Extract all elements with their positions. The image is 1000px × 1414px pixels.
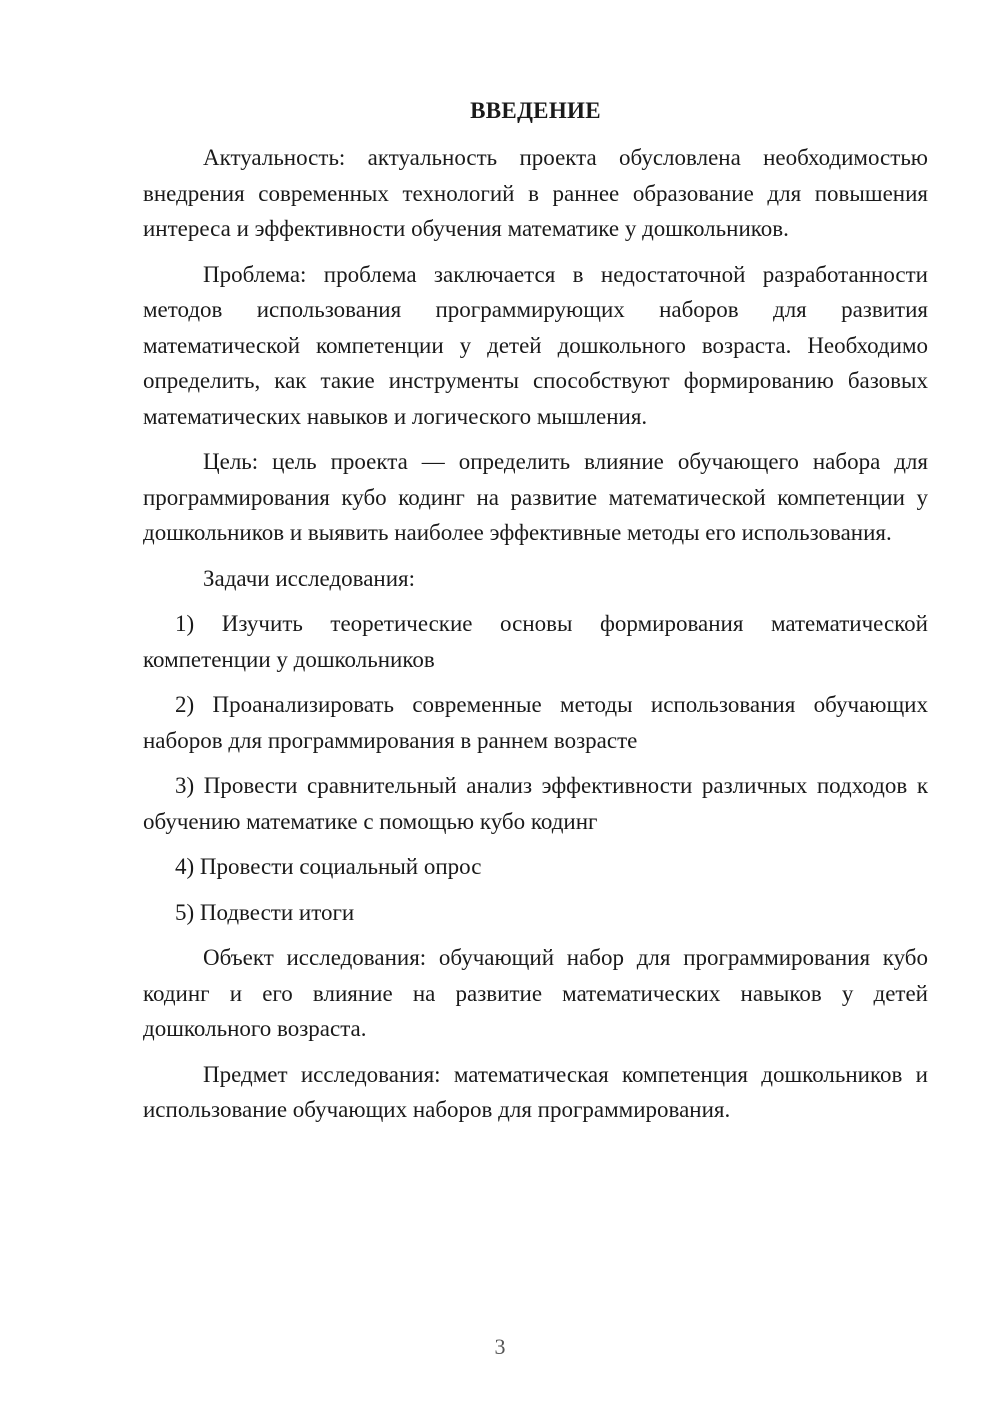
task-item-1: 1) Изучить теоретические основы формирования математической компетенции у дошкольников <box>143 611 928 672</box>
paragraph-problem: Проблема: проблема заключается в недостаточной разработанности методов использования программирующих наборов для развития математической компетенции у детей дошкольного возраста. Необходимо определить, как такие инструменты способствуют формированию базовых математических навыков и логического мышления. <box>143 261 928 429</box>
task-item-5: 5) Подвести итоги <box>175 899 355 925</box>
tasks-heading: Задачи исследования: <box>203 565 416 591</box>
task-item-4: 4) Провести социальный опрос <box>175 854 482 879</box>
document-page <box>143 96 928 1138</box>
task-item-3: 3) Провести сравнительный анализ эффективности различных подходов к обучению математике с помощью кубо кодинг <box>143 773 928 834</box>
paragraph-object: Объект исследования: обучающий набор для программирования кубо кодинг и его влияние на развитие математических навыков у детей дошкольного возраста. <box>143 945 928 1041</box>
paragraph-relevance: Актуальность: актуальность проекта обусловлена необходимостью внедрения современных технологий в раннее образование для повышения интереса и эффективности обучения математике у дошкольников. <box>143 145 928 241</box>
page-title: ВВЕДЕНИЕ <box>470 98 601 123</box>
page-number: 3 <box>494 1334 506 1359</box>
paragraph-subject: Предмет исследования: математическая компетенция дошкольников и использование обучающих наборов для программирования. <box>143 1061 928 1122</box>
task-item-2: 2) Проанализировать современные методы использования обучающих наборов для программирования в раннем возрасте <box>143 692 928 753</box>
paragraph-goal: Цель: цель проекта — определить влияние обучающего набора для программирования кубо кодинг на развитие математической компетенции у дошкольников и выявить наиболее эффективные методы его использования. <box>143 449 928 545</box>
